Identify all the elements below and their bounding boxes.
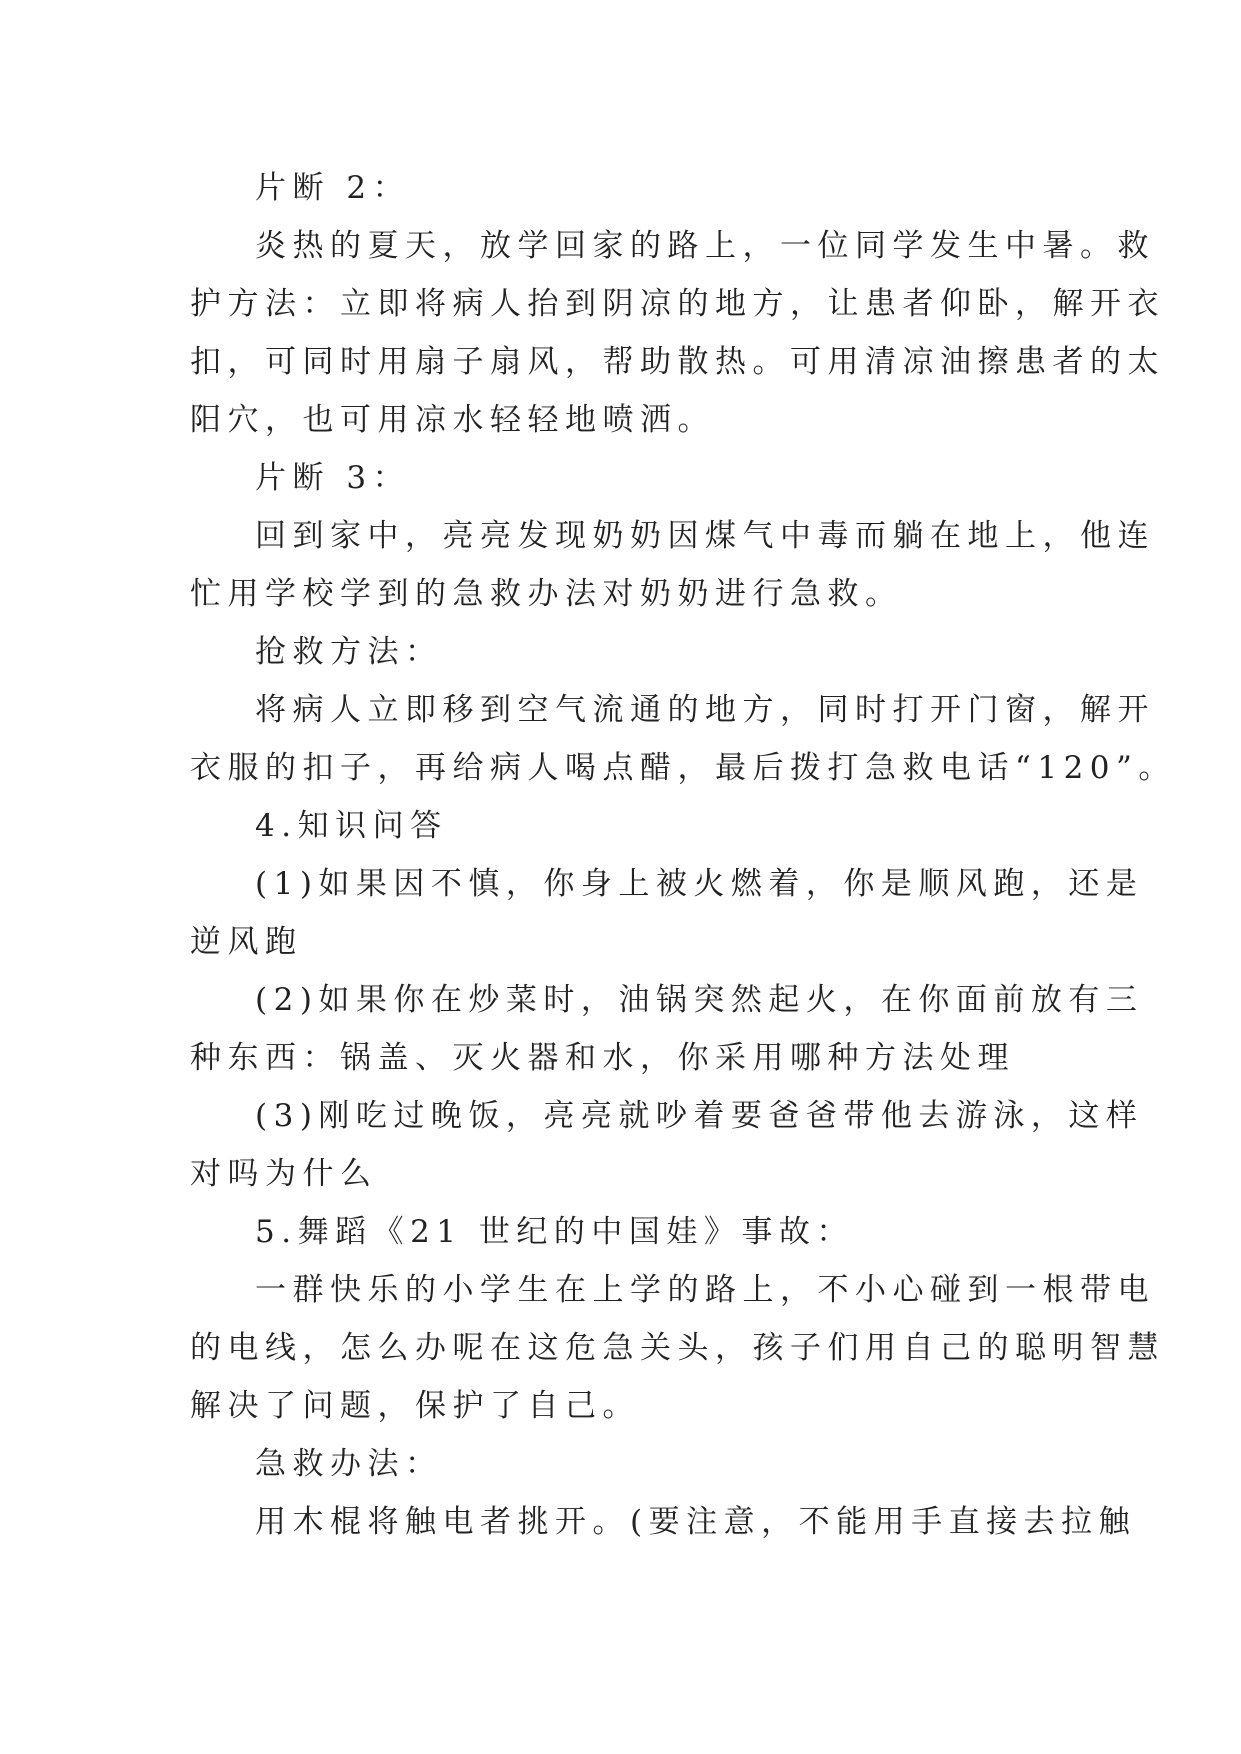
quiz-question-1-cont: 逆风跑 — [190, 924, 303, 960]
paragraph-line: 用木棍将触电者挑开。(要注意，不能用手直接去拉触 — [255, 1504, 1137, 1540]
paragraph-line: 护方法：立即将病人抬到阴凉的地方，让患者仰卧，解开衣 — [190, 286, 1165, 322]
paragraph-line: 将病人立即移到空气流通的地方，同时打开门窗，解开 — [255, 692, 1155, 728]
heading-fragment-2: 片断 2： — [255, 170, 411, 206]
quiz-question-3: (3)刚吃过晚饭，亮亮就吵着要爸爸带他去游泳，这样 — [255, 1098, 1144, 1134]
quiz-question-2-cont: 种东西：锅盖、灭火器和水，你采用哪种方法处理 — [190, 1040, 1015, 1076]
quiz-question-2: (2)如果你在炒菜时，油锅突然起火，在你面前放有三 — [255, 982, 1144, 1018]
paragraph-line: 扣，可同时用扇子扇风，帮助散热。可用清凉油擦患者的太 — [190, 344, 1165, 380]
rescue-method-label: 抢救方法： — [255, 634, 443, 670]
quiz-question-3-cont: 对吗为什么 — [190, 1156, 378, 1192]
paragraph-line: 回到家中，亮亮发现奶奶因煤气中毒而躺在地上，他连 — [255, 518, 1155, 554]
paragraph-line: 炎热的夏天，放学回家的路上，一位同学发生中暑。救 — [255, 228, 1155, 264]
heading-fragment-3: 片断 3： — [255, 460, 411, 496]
section-heading-dance: 5.舞蹈《21 世纪的中国娃》事故： — [255, 1214, 854, 1250]
paragraph-line: 忙用学校学到的急救办法对奶奶进行急救。 — [190, 576, 903, 612]
paragraph-line: 阳穴，也可用凉水轻轻地喷洒。 — [190, 402, 715, 438]
quiz-question-1: (1)如果因不慎，你身上被火燃着，你是顺风跑，还是 — [255, 866, 1144, 902]
first-aid-label: 急救办法： — [255, 1446, 443, 1482]
paragraph-line: 的电线，怎么办呢在这危急关头，孩子们用自己的聪明智慧 — [190, 1330, 1165, 1366]
paragraph-line: 一群快乐的小学生在上学的路上，不小心碰到一根带电 — [255, 1272, 1155, 1308]
paragraph-line: 解决了问题，保护了自己。 — [190, 1388, 640, 1424]
section-heading-quiz: 4.知识问答 — [255, 808, 448, 844]
paragraph-line: 衣服的扣子，再给病人喝点醋，最后拨打急救电话“120”。 — [190, 750, 1176, 786]
